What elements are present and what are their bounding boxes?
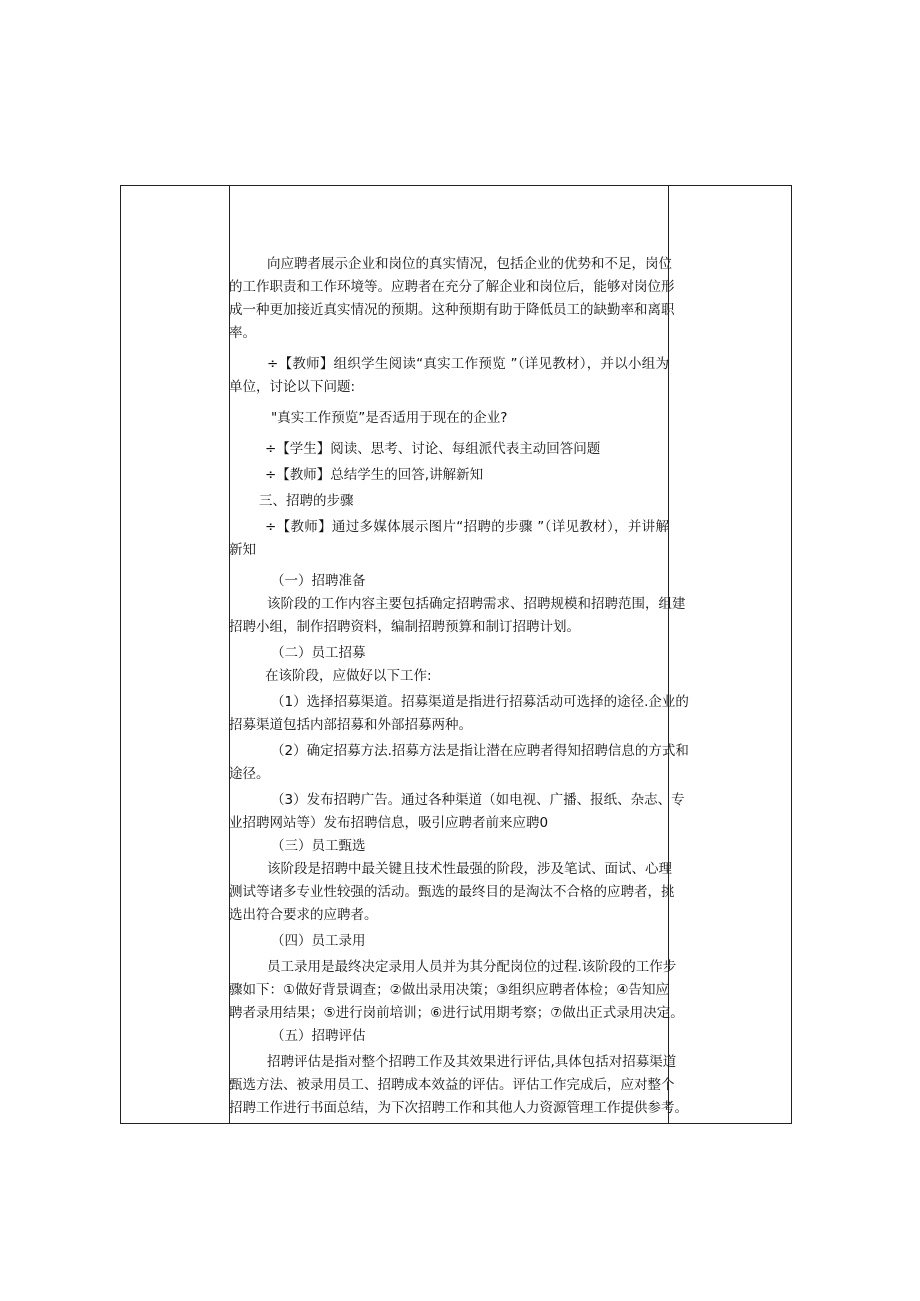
text-line: （五）招聘评估: [271, 1028, 366, 1044]
text-line: ÷【学生】阅读、思考、讨论、每组派代表主动回答问题: [265, 441, 601, 457]
text-line: 骤如下：①做好背景调查；②做出录用决策；③组织应聘者体检；④告知应: [229, 982, 669, 998]
step-2-item-2: [229, 740, 689, 786]
text-line: 该阶段是招聘中最关键且技术性最强的阶段，涉及笔试、面试、心理: [267, 861, 672, 877]
text-line: 在该阶段，应做好以下工作:: [265, 668, 432, 684]
text-line: 聘者录用结果；⑤进行岗前培训；⑥进行试用期考察；⑦做出正式录用决定。: [229, 1005, 684, 1021]
text-line: 员工录用是最终决定录用人员并为其分配岗位的过程.该阶段的工作步: [267, 959, 677, 975]
text-line: 成一种更加接近真实情况的预期。这种预期有助于降低员工的缺勤率和离职: [229, 302, 675, 318]
step-3-heading: [229, 835, 669, 858]
section-heading: [229, 490, 669, 513]
intro-paragraph: [229, 253, 675, 345]
teacher-activity-1: [229, 353, 669, 399]
text-line: 新知: [229, 542, 256, 558]
text-line: ÷【教师】组织学生阅读“真实工作预览 ”（详见教材），并以小组为: [267, 356, 669, 372]
step-2-heading: [229, 642, 669, 665]
text-line: 招聘工作进行书面总结，为下次招聘工作和其他人力资源管理工作提供参考。: [229, 1100, 688, 1116]
step-2-item-3: [229, 789, 685, 835]
text-line: 途径。: [229, 766, 270, 782]
teacher-activity-3: [229, 516, 669, 562]
text-line: （1）选择招募渠道。招募渠道是指进行招募活动可选择的途径.企业的: [271, 694, 689, 710]
text-line: ÷【教师】通过多媒体展示图片“招聘的步骤 ”（详见教材），并讲解: [265, 519, 669, 535]
text-line: 招聘评估是指对整个招聘工作及其效果进行评估,具体包括对招募渠道: [267, 1054, 677, 1070]
step-1-body: [229, 593, 686, 639]
step-5-heading: [229, 1025, 669, 1048]
text-line: 测试等诸多专业性较强的活动。甄选的最终目的是淘汰不合格的应聘者，挑: [229, 884, 675, 900]
text-line: 招募渠道包括内部招募和外部招募两种。: [229, 717, 472, 733]
step-5-body: [229, 1051, 688, 1120]
text-line: 向应聘者展示企业和岗位的真实情况，包括企业的优势和不足，岗位: [267, 256, 672, 272]
text-line: （二）员工招募: [271, 645, 366, 661]
step-2-intro: [229, 665, 669, 688]
text-line: （四）员工录用: [271, 933, 366, 949]
text-line: （3）发布招聘广告。通过各种渠道（如电视、广播、报纸、杂志、专: [271, 792, 685, 808]
step-3-body: [229, 858, 675, 927]
text-line: 三、招聘的步骤: [259, 493, 354, 509]
text-line: 甄选方法、被录用员工、招聘成本效益的评估。评估工作完成后，应对整个: [229, 1077, 675, 1093]
teacher-activity-2: [229, 464, 669, 487]
lesson-content: [229, 253, 689, 1120]
text-line: 业招聘网站等）发布招聘信息，吸引应聘者前来应聘0: [229, 815, 549, 831]
step-2-item-1: [229, 691, 689, 737]
step-4-body: [229, 956, 684, 1025]
text-line: 单位，讨论以下问题:: [229, 379, 356, 395]
text-line: 选出符合要求的应聘者。: [229, 907, 378, 923]
text-line: （2）确定招募方法.招募方法是指让潜在应聘者得知招聘信息的方式和: [271, 743, 689, 759]
student-activity: [229, 438, 669, 461]
text-line: （一）招聘准备: [271, 573, 366, 589]
discussion-question: [229, 407, 669, 430]
text-line: （三）员工甄选: [271, 838, 366, 854]
text-line: ÷【教师】总结学生的回答,讲解新知: [265, 467, 484, 483]
text-line: 率。: [229, 325, 256, 341]
text-line: 该阶段的工作内容主要包括确定招聘需求、招聘规模和招聘范围，组建: [267, 596, 686, 612]
text-line: "真实工作预览”是否适用于现在的企业?: [271, 410, 508, 426]
text-line: 招聘小组，制作招聘资料，编制招聘预算和制订招聘计划。: [229, 619, 580, 635]
step-4-heading: [229, 930, 669, 953]
step-1-heading: [229, 570, 669, 593]
text-line: 的工作职责和工作环境等。应聘者在充分了解企业和岗位后，能够对岗位形: [229, 279, 675, 295]
